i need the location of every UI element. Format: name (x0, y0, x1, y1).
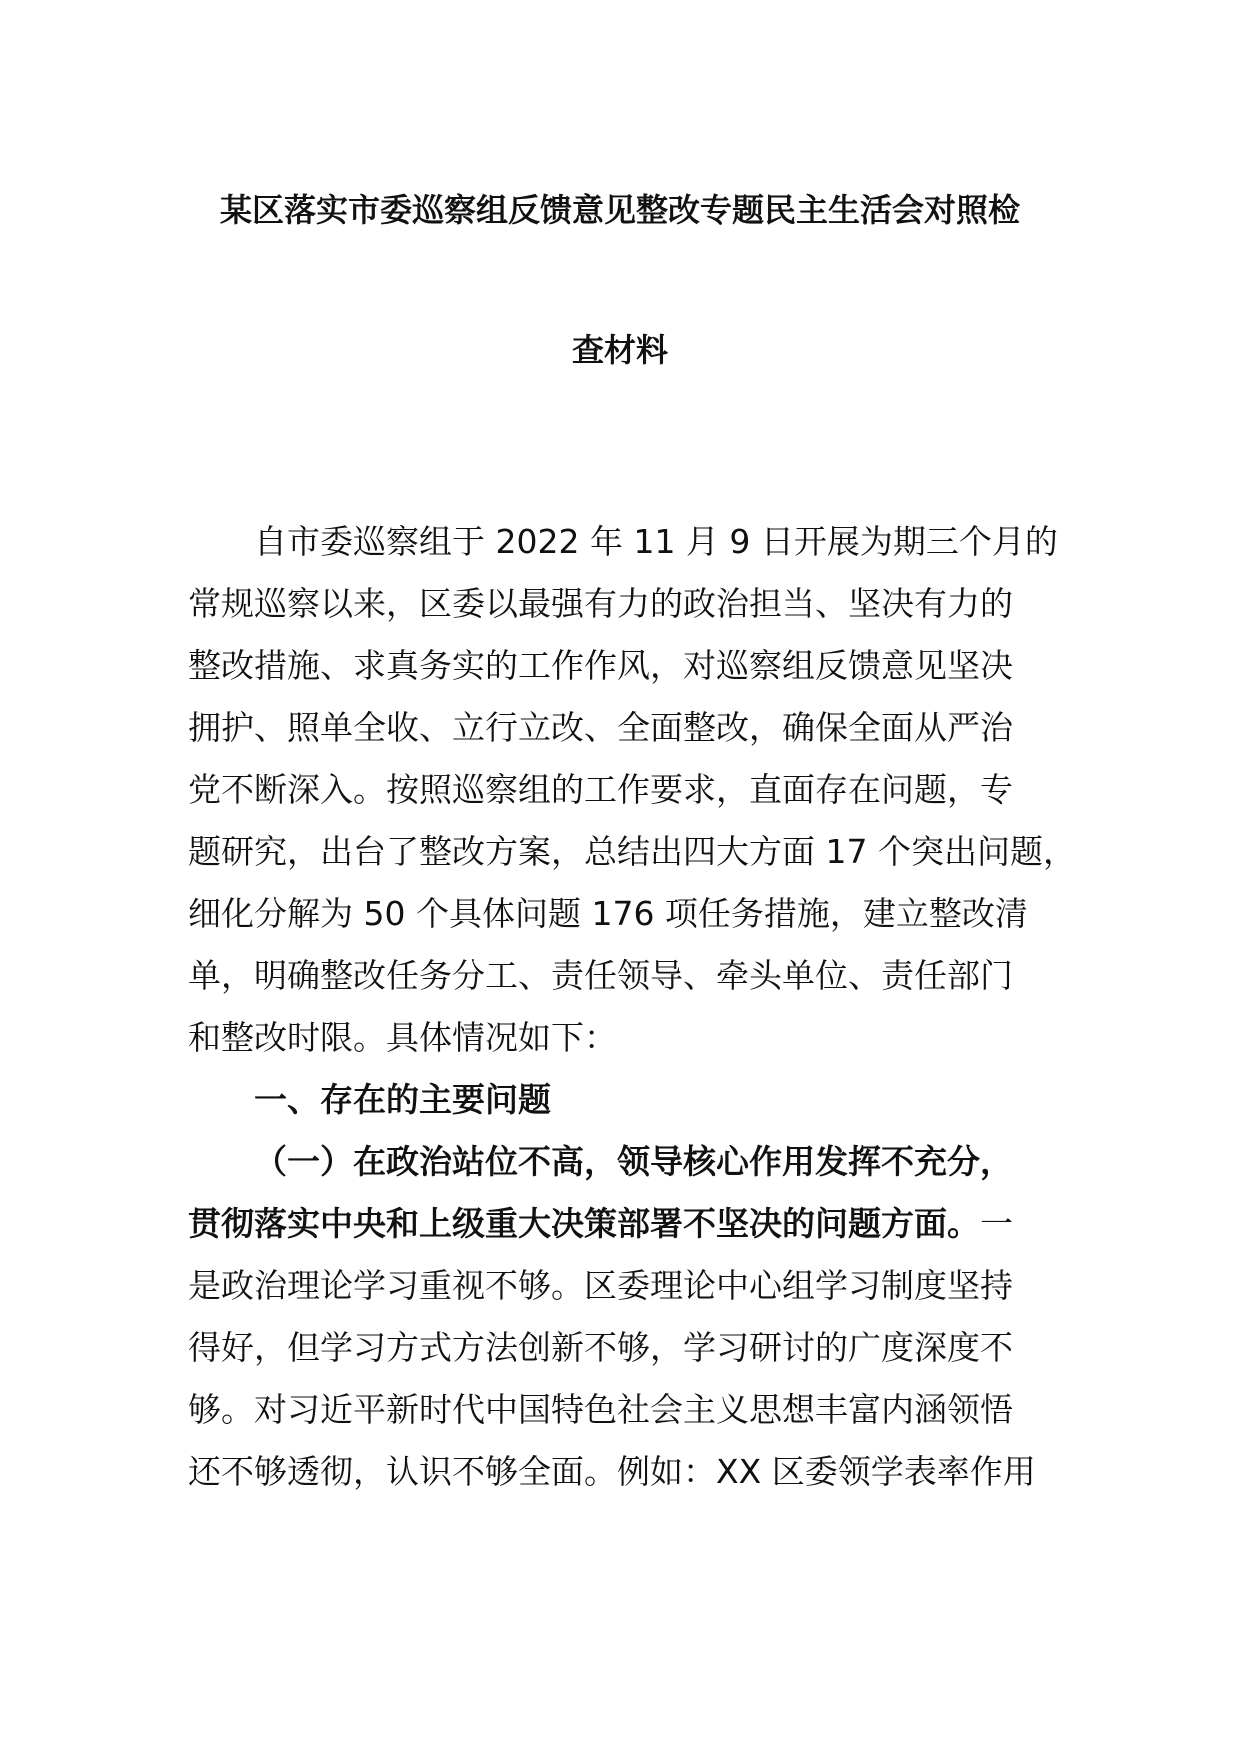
intro-paragraph-line: 细化分解为 50 个具体问题 176 项任务措施，建立整改清 (188, 894, 1028, 933)
intro-paragraph-line: 自市委巡察组于 2022 年 11 月 9 日开展为期三个月的 (254, 522, 1058, 561)
intro-paragraph-line: 党不断深入。按照巡察组的工作要求，直面存在问题，专 (188, 770, 1013, 809)
document-title-line-2: 查材料 (571, 331, 668, 369)
body-paragraph-line: 是政治理论学习重视不够。区委理论中心组学习制度坚持 (188, 1266, 1013, 1305)
subsection-heading-text: 贯彻落实中央和上级重大决策部署不坚决的问题方面。 (188, 1204, 980, 1243)
intro-paragraph-line: 单，明确整改任务分工、责任领导、牵头单位、责任部门 (188, 956, 1013, 995)
body-paragraph-line: 还不够透彻，认识不够全面。例如：XX 区委领学表率作用 (188, 1452, 1036, 1491)
section-heading: 一、存在的主要问题 (254, 1080, 551, 1119)
subsection-heading-line-2 (188, 1202, 1013, 1246)
body-text-run: 一 (980, 1204, 1013, 1243)
intro-paragraph-line: 题研究，出台了整改方案，总结出四大方面 17 个突出问题， (188, 832, 1076, 871)
intro-paragraph-line: 常规巡察以来，区委以最强有力的政治担当、坚决有力的 (188, 584, 1013, 623)
body-paragraph-line: 得好，但学习方式方法创新不够，学习研讨的广度深度不 (188, 1328, 1013, 1367)
document-title-line-1: 某区落实市委巡察组反馈意见整改专题民主生活会对照检 (219, 191, 1020, 229)
intro-paragraph-line: 拥护、照单全收、立行立改、全面整改，确保全面从严治 (188, 708, 1013, 747)
intro-paragraph-line: 整改措施、求真务实的工作作风，对巡察组反馈意见坚决 (188, 646, 1013, 685)
subsection-heading-line-1: （一）在政治站位不高，领导核心作用发挥不充分， (254, 1142, 1013, 1181)
intro-paragraph-line: 和整改时限。具体情况如下： (188, 1018, 617, 1057)
body-paragraph-line: 够。对习近平新时代中国特色社会主义思想丰富内涵领悟 (188, 1390, 1013, 1429)
